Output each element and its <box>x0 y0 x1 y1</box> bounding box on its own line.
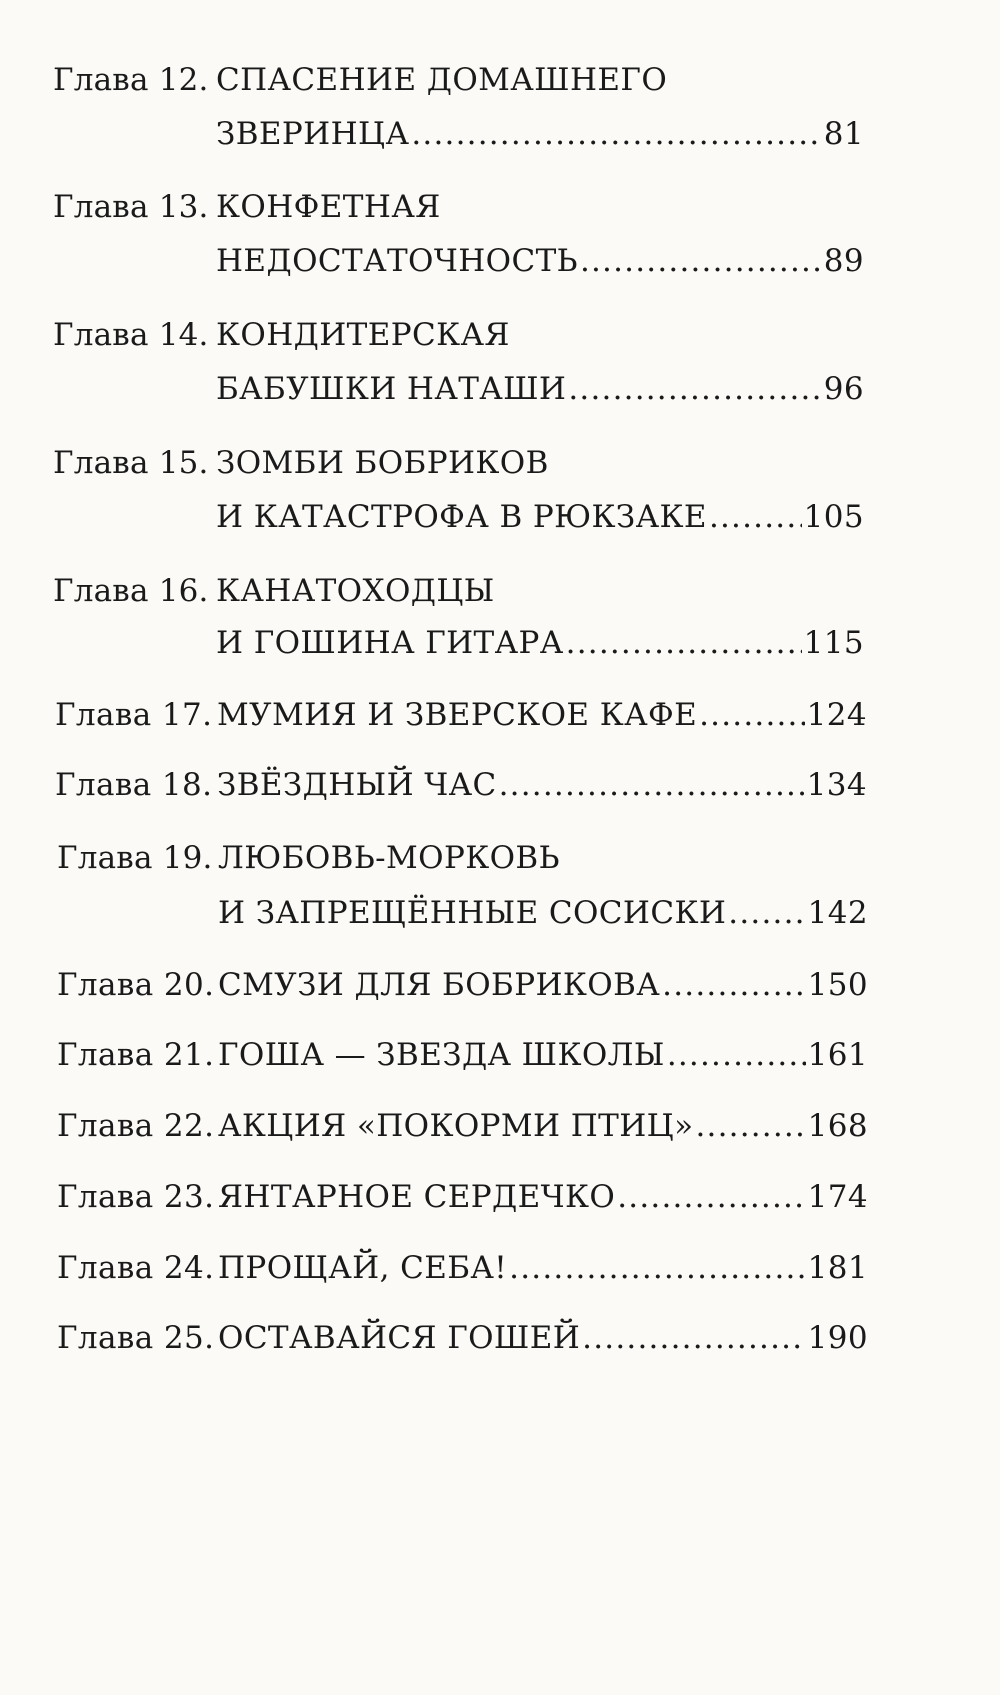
chapter-title: КОНДИТЕРСКАЯ <box>216 317 510 353</box>
page-number: 124 <box>806 697 867 733</box>
chapter-title: ЯНТАРНОЕ СЕРДЕЧКО <box>218 1179 616 1215</box>
chapter-label: Глава 20. <box>57 967 215 1003</box>
page-number: 89 <box>823 243 864 279</box>
dot-leader <box>582 1318 805 1358</box>
chapter-label: Глава 25. <box>57 1320 215 1356</box>
dot-leader <box>568 369 821 409</box>
chapter-label: Глава 17. <box>55 697 213 733</box>
page-number: 174 <box>807 1179 868 1215</box>
dot-leader <box>667 1035 806 1075</box>
chapter-title: ЗВЕРИНЦА <box>216 116 410 152</box>
chapter-title: И ГОШИНА ГИТАРА <box>216 625 564 661</box>
dot-leader <box>709 497 802 537</box>
chapter-title: АКЦИЯ «ПОКОРМИ ПТИЦ» <box>218 1108 694 1144</box>
chapter-title: МУМИЯ И ЗВЕРСКОЕ КАФЕ <box>217 697 698 733</box>
chapter-title: И КАТАСТРОФА В РЮКЗАКЕ <box>216 499 707 535</box>
page-number: 105 <box>803 499 864 535</box>
page-number: 142 <box>807 895 868 931</box>
dot-leader <box>566 623 802 663</box>
toc-leader-line <box>55 765 867 805</box>
page-number: 168 <box>807 1108 868 1144</box>
dot-leader <box>580 241 822 281</box>
dot-leader <box>662 965 805 1005</box>
toc-leader-line <box>216 623 864 663</box>
page-number: 134 <box>806 767 867 803</box>
chapter-title: СМУЗИ ДЛЯ БОБРИКОВА <box>218 967 661 1003</box>
page-number: 150 <box>807 967 868 1003</box>
page-number: 115 <box>803 625 864 661</box>
toc-leader-line <box>216 497 864 537</box>
chapter-title: НЕДОСТАТОЧНОСТЬ <box>216 243 578 279</box>
chapter-title: ЗВЁЗДНЫЙ ЧАС <box>217 767 497 803</box>
chapter-label: Глава 24. <box>57 1250 215 1286</box>
toc-leader-line <box>216 114 864 154</box>
chapter-label: Глава 15. <box>53 445 209 481</box>
dot-leader <box>617 1177 805 1217</box>
chapter-title: КАНАТОХОДЦЫ <box>216 573 495 609</box>
chapter-title: И ЗАПРЕЩЁННЫЕ СОСИСКИ <box>218 895 727 931</box>
toc-leader-line <box>216 241 864 281</box>
page-number: 181 <box>807 1250 868 1286</box>
dot-leader <box>509 1248 805 1288</box>
toc-leader-line <box>57 1035 868 1075</box>
chapter-title: ЛЮБОВЬ-МОРКОВЬ <box>218 840 560 876</box>
toc-leader-line <box>57 1318 868 1358</box>
chapter-label: Глава 19. <box>57 840 213 876</box>
dot-leader <box>411 114 821 154</box>
chapter-label: Глава 23. <box>57 1179 215 1215</box>
chapter-title: СПАСЕНИЕ ДОМАШНЕГО <box>216 62 668 98</box>
chapter-title: ГОША — ЗВЕЗДА ШКОЛЫ <box>218 1037 665 1073</box>
toc-leader-line <box>218 893 868 933</box>
toc-leader-line <box>216 369 864 409</box>
chapter-title: ОСТАВАЙСЯ ГОШЕЙ <box>218 1320 581 1356</box>
chapter-label: Глава 16. <box>53 573 209 609</box>
chapter-title: ПРОЩАЙ, СЕБА! <box>218 1250 508 1286</box>
chapter-label: Глава 12. <box>53 62 209 98</box>
toc-leader-line <box>57 1177 868 1217</box>
dot-leader <box>728 893 805 933</box>
toc-leader-line <box>57 1106 868 1146</box>
dot-leader <box>499 765 805 805</box>
chapter-label: Глава 18. <box>55 767 213 803</box>
page-number: 190 <box>807 1320 868 1356</box>
page-number: 96 <box>823 371 864 407</box>
page-number: 81 <box>823 116 864 152</box>
chapter-title: ЗОМБИ БОБРИКОВ <box>216 445 549 481</box>
chapter-title: КОНФЕТНАЯ <box>216 189 441 225</box>
toc-leader-line <box>55 695 867 735</box>
page-number: 161 <box>807 1037 868 1073</box>
toc-leader-line <box>57 1248 868 1288</box>
chapter-label: Глава 13. <box>53 189 209 225</box>
chapter-label: Глава 21. <box>57 1037 215 1073</box>
dot-leader <box>699 695 805 735</box>
chapter-title: БАБУШКИ НАТАШИ <box>216 371 567 407</box>
chapter-label: Глава 14. <box>53 317 209 353</box>
toc-leader-line <box>57 965 868 1005</box>
chapter-label: Глава 22. <box>57 1108 215 1144</box>
dot-leader <box>695 1106 805 1146</box>
